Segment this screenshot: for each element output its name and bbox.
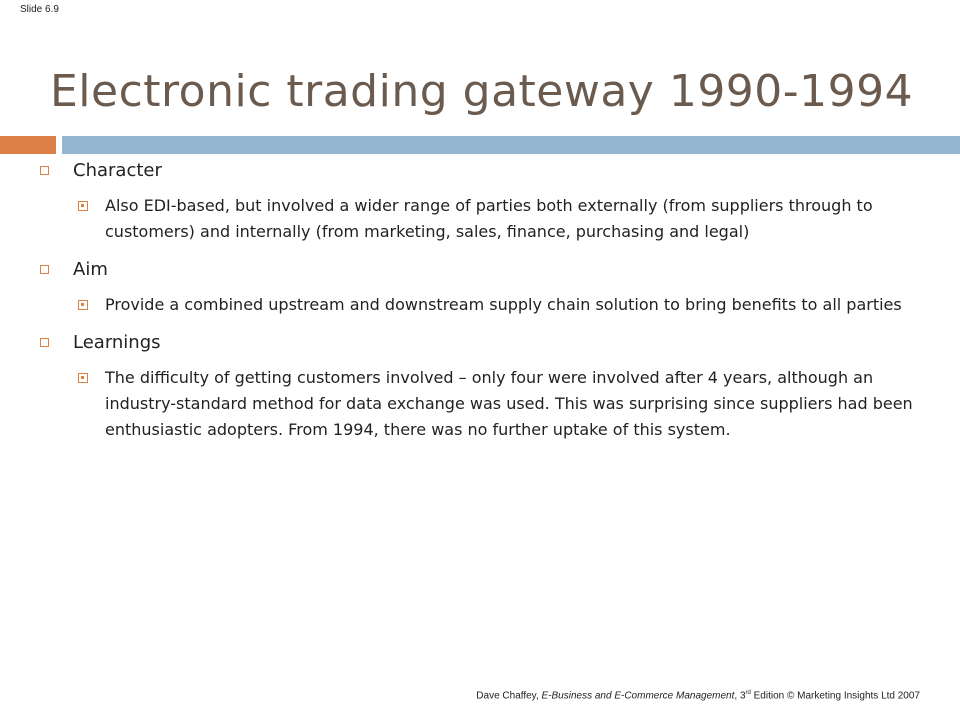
footer-edition-suffix: rd (745, 690, 751, 696)
footer-copyright: Edition © Marketing Insights Ltd 2007 (750, 690, 920, 702)
bullet-character (38, 160, 918, 181)
title-band (62, 136, 960, 154)
square-bullet-icon (40, 265, 49, 274)
footer-author: Dave Chaffey, (476, 690, 542, 702)
sub-bullet-character (78, 193, 918, 245)
sub-bullet-aim (78, 292, 918, 318)
slide-number: Slide 6.9 (20, 4, 59, 15)
square-sub-bullet-icon (78, 300, 88, 310)
bullet-heading: Aim (73, 259, 108, 280)
bullet-learnings (38, 332, 918, 353)
sub-bullet-learnings (78, 365, 918, 443)
bullet-heading: Learnings (73, 332, 161, 353)
slide-title: Electronic trading gateway 1990-1994 (50, 66, 914, 117)
title-accent-bar (0, 136, 56, 154)
slide-content (38, 160, 918, 457)
square-sub-bullet-icon (78, 201, 88, 211)
square-bullet-icon (40, 338, 49, 347)
footer-book-title: E-Business and E-Commerce Management (541, 690, 735, 702)
square-sub-bullet-icon (78, 373, 88, 383)
footer-citation (476, 690, 920, 701)
sub-bullet-text: The difficulty of getting customers involved – only four were involved after 4 years, although an industry-standard method for data exchange was used. This was surprising since suppliers had been enthusiastic adopters. From 1994, there was no further uptake of this system. (105, 368, 913, 439)
bullet-aim (38, 259, 918, 280)
sub-bullet-text: Provide a combined upstream and downstream supply chain solution to bring benefits to all parties (105, 295, 902, 314)
square-bullet-icon (40, 166, 49, 175)
footer-edition: , 3 (734, 690, 746, 702)
bullet-heading: Character (73, 160, 162, 181)
sub-bullet-text: Also EDI-based, but involved a wider range of parties both externally (from suppliers through to customers) and internally (from marketing, sales, finance, purchasing and legal) (105, 196, 873, 241)
